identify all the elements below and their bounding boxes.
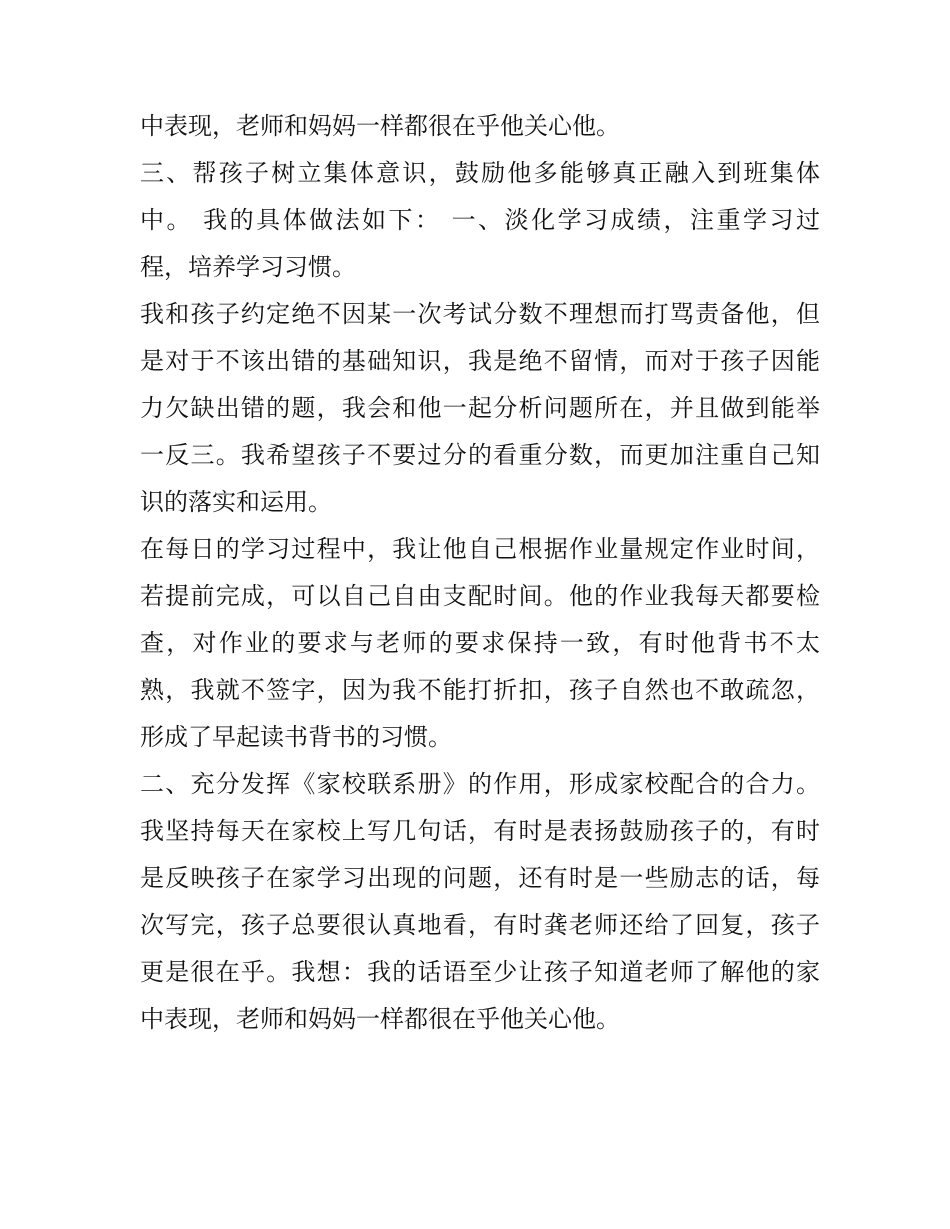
text-line: 我坚持每天在家校上写几句话，有时是表扬鼓励孩子的，有时: [140, 817, 820, 845]
text-line: 熟，我就不签字，因为我不能打折扣，孩子自然也不敢疏忽，: [140, 676, 820, 704]
text-line: 力欠缺出错的题，我会和他一起分析问题所在，并且做到能举: [140, 394, 820, 422]
text-line: 若提前完成，可以自己自由支配时间。他的作业我每天都要检: [140, 582, 820, 610]
text-line: 中表现，老师和妈妈一样都很在乎他关心他。: [140, 112, 620, 140]
text-line: 在每日的学习过程中，我让他自己根据作业量规定作业时间，: [140, 535, 820, 563]
text-line: 更是很在乎。我想：我的话语至少让孩子知道老师了解他的家: [140, 958, 820, 986]
text-line: 我和孩子约定绝不因某一次考试分数不理想而打骂责备他，但: [140, 300, 820, 328]
text-line: 次写完，孩子总要很认真地看，有时龚老师还给了回复，孩子: [140, 911, 820, 939]
text-line: 中表现，老师和妈妈一样都很在乎他关心他。: [140, 1005, 620, 1033]
text-line: 三、帮孩子树立集体意识，鼓励他多能够真正融入到班集体: [140, 159, 820, 187]
document-body: [140, 103, 820, 1043]
text-line: 是对于不该出错的基础知识，我是绝不留情，而对于孩子因能: [140, 347, 820, 375]
text-line: 程，培养学习习惯。: [140, 253, 356, 281]
text-line: 二、充分发挥《家校联系册》的作用，形成家校配合的合力。: [140, 770, 820, 798]
text-line: 中。 我的具体做法如下： 一、淡化学习成绩，注重学习过: [140, 206, 820, 234]
text-line: 一反三。我希望孩子不要过分的看重分数，而更加注重自己知: [140, 441, 820, 469]
text-line: 查，对作业的要求与老师的要求保持一致，有时他背书不太: [140, 629, 820, 657]
text-line: 是反映孩子在家学习出现的问题，还有时是一些励志的话，每: [140, 864, 820, 892]
text-line: 形成了早起读书背书的习惯。: [140, 723, 452, 751]
text-line: 识的落实和运用。: [140, 488, 332, 516]
